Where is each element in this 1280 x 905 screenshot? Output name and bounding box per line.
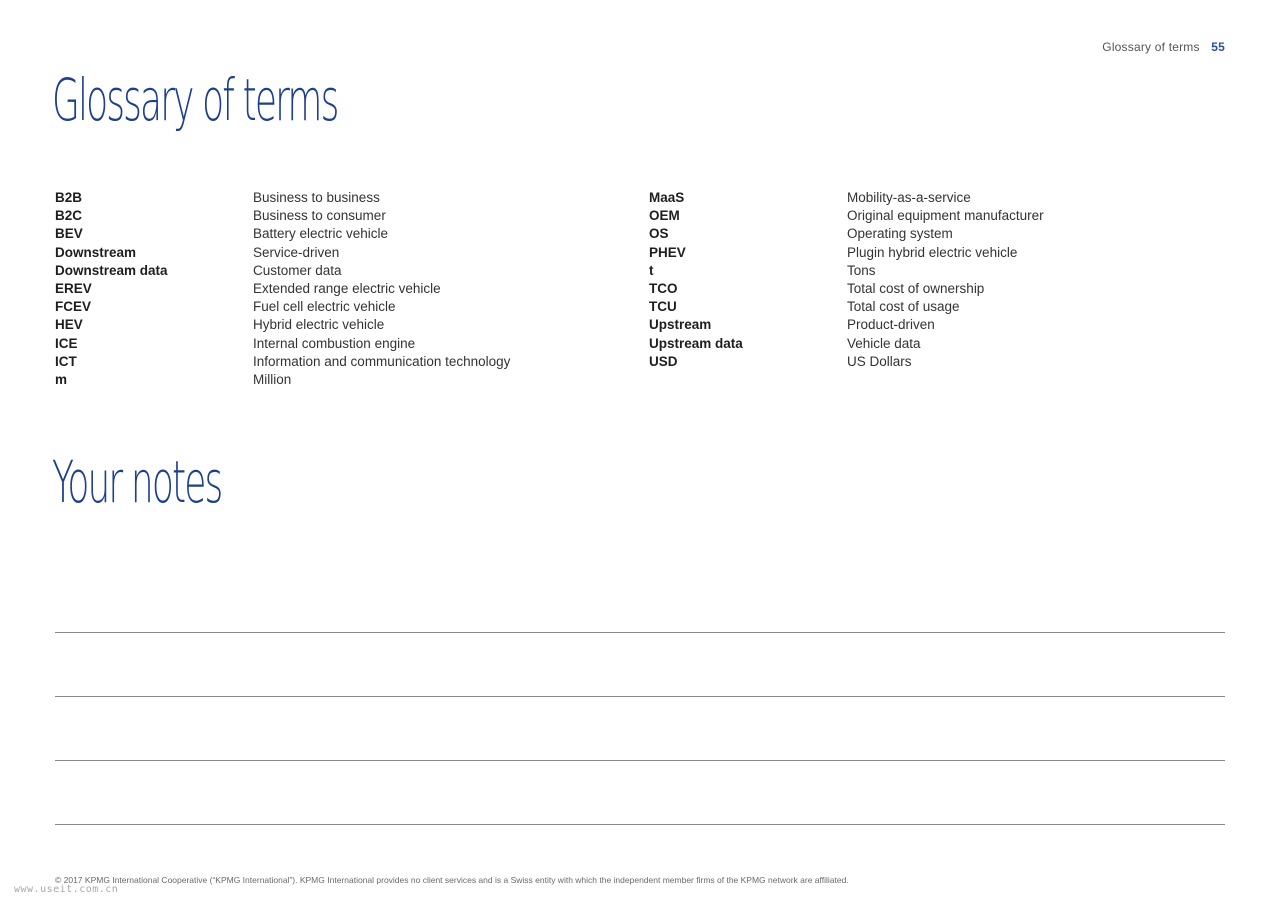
glossary-row [55, 207, 615, 225]
glossary-definition: Tons [847, 262, 876, 278]
glossary-row [649, 207, 1209, 225]
glossary-row [55, 189, 615, 207]
glossary-row [55, 298, 615, 316]
page-number: 55 [1211, 40, 1225, 54]
glossary-definition: Total cost of ownership [847, 280, 985, 296]
glossary-definition: Mobility-as-a-service [847, 190, 971, 205]
glossary-row [649, 335, 1209, 353]
glossary-definition: Hybrid electric vehicle [253, 317, 385, 333]
glossary-definition: Customer data [253, 262, 342, 278]
glossary-term: ICT [55, 353, 77, 369]
glossary-term: TCO [649, 280, 678, 296]
glossary-term: MaaS [649, 190, 685, 205]
glossary-row [649, 316, 1209, 334]
glossary-term: Upstream [649, 317, 712, 333]
glossary-row [55, 353, 615, 371]
glossary-row [55, 371, 615, 389]
glossary-left-column [55, 189, 615, 389]
glossary-term: ICE [55, 335, 78, 351]
glossary-definition: Operating system [847, 226, 953, 242]
glossary-definition: Battery electric vehicle [253, 226, 389, 242]
glossary-term: BEV [55, 226, 83, 242]
glossary-row [55, 280, 615, 298]
glossary-definition: Service-driven [253, 244, 340, 260]
note-line [55, 632, 1225, 633]
glossary-row [649, 262, 1209, 280]
glossary-definition: Business to business [253, 190, 380, 205]
glossary-row [55, 335, 615, 353]
glossary-term: OEM [649, 208, 680, 224]
glossary-title: Glossary of terms [52, 66, 338, 134]
glossary-definition: Fuel cell electric vehicle [253, 299, 396, 315]
glossary-term: B2C [55, 208, 83, 224]
glossary-row [649, 189, 1209, 207]
running-header-title: Glossary of terms [1102, 40, 1200, 54]
glossary-definition: Total cost of usage [847, 299, 960, 315]
glossary-term: HEV [55, 317, 83, 333]
glossary-term: FCEV [55, 299, 92, 315]
glossary-row [55, 244, 615, 262]
glossary-term: Downstream [55, 244, 137, 260]
glossary-term: Downstream data [55, 262, 168, 278]
glossary-term: OS [649, 226, 669, 242]
glossary-definition: Information and communication technology [253, 353, 511, 369]
note-line [55, 824, 1225, 825]
glossary-definition: Internal combustion engine [253, 335, 416, 351]
glossary-definition: Product-driven [847, 317, 935, 333]
glossary-term: m [55, 371, 68, 387]
glossary-row [649, 244, 1209, 262]
glossary-row [55, 316, 615, 334]
glossary-right-column [649, 189, 1209, 371]
glossary-term: B2B [55, 190, 83, 205]
glossary-term: Upstream data [649, 335, 743, 351]
glossary-definition: Extended range electric vehicle [253, 280, 441, 296]
copyright-footer: © 2017 KPMG International Cooperative (“KPMG International”). KPMG International provides no client services and is a Swiss entity with which the independent member firms of the KPMG network are affiliated. [55, 875, 849, 885]
glossary-row [649, 298, 1209, 316]
glossary-term: USD [649, 353, 678, 369]
glossary-definition: US Dollars [847, 353, 912, 369]
running-header [1102, 40, 1225, 54]
glossary-term: t [649, 262, 654, 278]
glossary-definition: Plugin hybrid electric vehicle [847, 244, 1018, 260]
glossary-row [649, 353, 1209, 371]
glossary-definition: Vehicle data [847, 335, 921, 351]
glossary-term: TCU [649, 299, 677, 315]
glossary-term: EREV [55, 280, 92, 296]
notes-title: Your notes [52, 448, 222, 516]
glossary-row [55, 262, 615, 280]
glossary-row [55, 225, 615, 243]
glossary-row [649, 225, 1209, 243]
note-line [55, 760, 1225, 761]
watermark: www.useit.com.cn [14, 884, 119, 895]
glossary-definition: Original equipment manufacturer [847, 208, 1044, 224]
glossary-term: PHEV [649, 244, 686, 260]
glossary-definition: Business to consumer [253, 208, 386, 224]
note-line [55, 696, 1225, 697]
glossary-row [649, 280, 1209, 298]
glossary-definition: Million [253, 371, 292, 387]
